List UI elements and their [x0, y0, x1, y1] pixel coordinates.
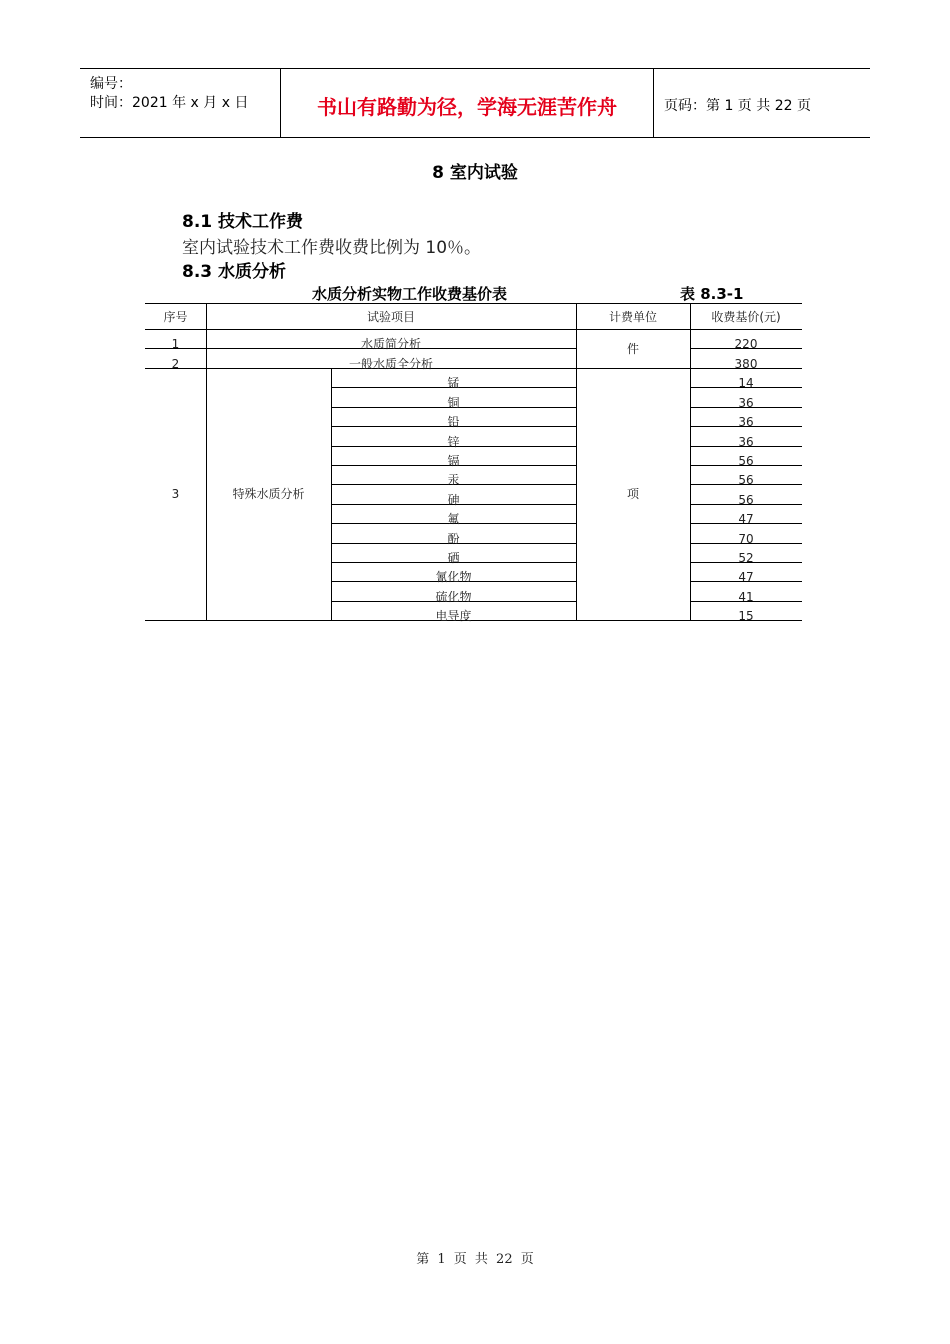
special-analysis-unit: 项 [626, 487, 639, 502]
special-item-price: 56 [738, 473, 754, 488]
subsection-heading-8-1: 8.1 技术工作费 [182, 212, 304, 232]
special-item-name: 铅 [447, 415, 460, 430]
row-price: 220 [734, 337, 758, 351]
row-unit-merged: 件 [626, 341, 639, 356]
special-item-name: 镉 [447, 454, 460, 468]
table-top-rule [145, 303, 802, 304]
special-item-price: 56 [738, 454, 754, 468]
page-footer: 第 1 页 共 22 页 [416, 1252, 534, 1267]
table-title: 水质分析实物工作收费基价表 [312, 285, 508, 303]
special-item-price: 36 [738, 415, 754, 430]
special-item-name: 酚 [447, 531, 460, 546]
special-item-price: 36 [738, 434, 754, 449]
special-item-price: 47 [738, 570, 754, 585]
special-item-price: 14 [738, 376, 754, 391]
header-cell-unit: 计费单位 [608, 310, 657, 324]
header-cell-item: 试验项目 [366, 310, 415, 324]
section-title: 8 室内试验 [432, 163, 518, 183]
special-analysis-name: 特殊水质分析 [232, 487, 305, 502]
table-header-rule [145, 329, 802, 330]
water-analysis-price-table [0, 0, 950, 640]
special-item-name: 铜 [447, 395, 460, 410]
special-item-name: 锌 [447, 434, 460, 449]
special-item-name: 砷 [447, 492, 460, 507]
special-item-name: 汞 [447, 473, 460, 488]
special-item-price: 36 [738, 395, 754, 410]
special-item-name: 电导度 [435, 609, 472, 624]
row-price: 380 [734, 357, 758, 371]
row-no: 3 [171, 487, 180, 502]
motto-text: 书山有路勤为径，学海无涯苦作舟 [317, 95, 617, 119]
special-item-price: 47 [738, 512, 754, 527]
special-item-price: 15 [738, 609, 754, 624]
row-no: 2 [171, 357, 180, 371]
page-code-label: 页码：第 1 页 共 22 页 [664, 98, 811, 114]
special-item-price: 56 [738, 492, 754, 507]
special-item-name: 氟 [447, 512, 460, 527]
tech-fee-paragraph: 室内试验技术工作费收费比例为 10％。 [182, 238, 482, 258]
table-label: 表 8.3-1 [680, 285, 744, 303]
header-cell-price: 收费基价(元) [711, 310, 781, 324]
document-time-label: 时间：2021 年 x 月 x 日 [90, 95, 249, 111]
row-item: 水质简分析 [360, 337, 421, 351]
special-item-price: 41 [738, 589, 754, 604]
row-no: 1 [171, 337, 180, 351]
special-item-name: 硒 [447, 551, 460, 565]
special-item-name: 硫化物 [435, 589, 472, 604]
special-item-name: 氰化物 [435, 570, 472, 585]
special-item-price: 70 [738, 531, 754, 546]
row-item: 一般水质全分析 [348, 357, 433, 371]
special-item-name: 锰 [447, 376, 460, 391]
document-number-label: 编号： [90, 76, 132, 92]
special-item-price: 52 [738, 551, 754, 565]
header-cell-no: 序号 [163, 310, 188, 324]
subsection-heading-8-3: 8.3 水质分析 [182, 262, 287, 282]
